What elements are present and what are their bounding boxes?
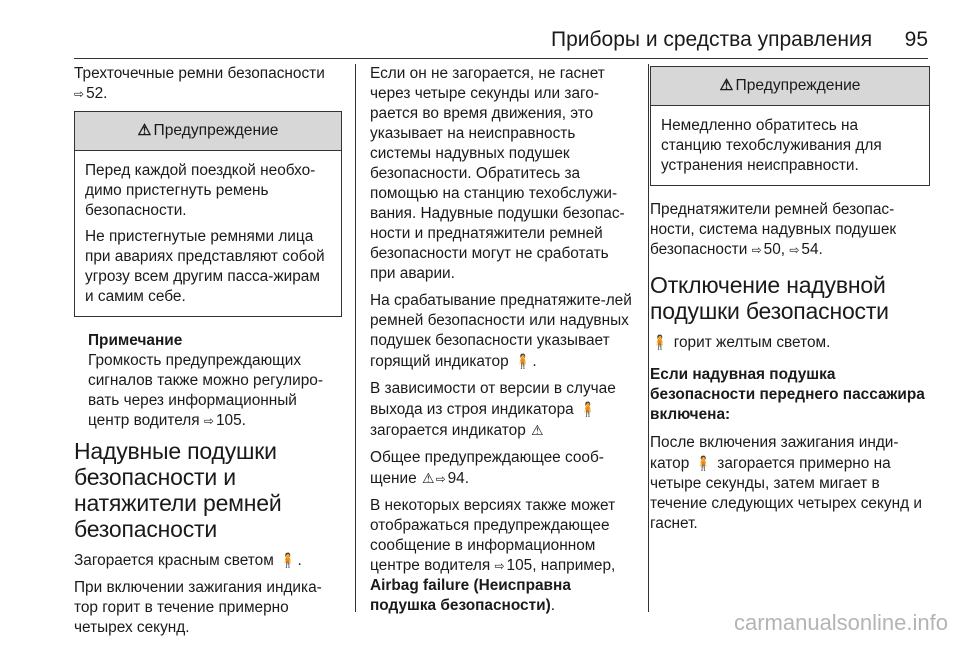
paragraph: Общее предупреждающее сооб-щение ⚠⇨ 94. (370, 448, 636, 489)
airbag-indicator-icon: 🧍 (579, 401, 597, 417)
paragraph: В зависимости от версии в случае выхода из строя индикатора 🧍 загорается индикатор ⚠ (370, 380, 616, 439)
watermark: carmanualsonline.info (733, 610, 948, 635)
note-block (74, 331, 342, 431)
warning-triangle-icon: ⚠ (719, 77, 734, 94)
section-heading: Отключение надувной подушки безопасности (650, 272, 889, 324)
paragraph: 🧍 горит желтым светом. (651, 334, 831, 351)
airbag-off-indicator-icon: 🧍 (651, 334, 669, 350)
paragraph: После включения зажигания инди-катор 🧍 загорается примерно на четыре секунды, затем мигает в течение следующих четырех секунд и гаснет. (650, 434, 922, 532)
page-ref-arrow-icon[interactable]: ⇨ 52. (74, 85, 107, 102)
column-1 (74, 64, 342, 645)
note-title: Примечание (88, 332, 183, 349)
paragraph: На срабатывание преднатяжите-лей ремней безопасности или надувных подушек безопасности указывает горящий индикатор 🧍. (370, 292, 632, 370)
paragraph: Загорается красным светом 🧍. (74, 552, 302, 569)
warning-text: Не пристегнутые ремнями лица при авариях представляют собой угрозу всем другим пасса-жирам и самим себе. (85, 228, 325, 305)
page-number: 95 (904, 28, 928, 51)
warning-triangle-icon: ⚠ (422, 470, 435, 486)
paragraph: При включении зажигания индика-тор горит в течение примерно четырех секунд. (74, 579, 322, 636)
column-2 (370, 64, 636, 623)
warning-triangle-icon: ⚠ (137, 122, 152, 139)
note-text: Громкость предупреждающих сигналов также можно регулиро-вать через информационный центр водителя ⇨ 105. (88, 351, 342, 431)
column-divider (648, 64, 649, 612)
intro-paragraph: Трехточечные ремни безопасности ⇨ 52. (74, 64, 342, 104)
warning-header: ⚠ Предупреждение (75, 112, 341, 151)
page-title: Приборы и средства управления (551, 28, 873, 51)
page-ref-arrow-icon[interactable]: ⇨ 105. (204, 412, 246, 429)
warning-text: Немедленно обратитесь на станцию техобслуживания для устранения неисправности. (661, 117, 882, 174)
warning-box (650, 66, 930, 186)
page-ref-arrow-icon[interactable]: ⇨ 94. (436, 470, 469, 487)
subsection-heading: Если надувная подушка безопасности переднего пассажира включена: (650, 366, 925, 423)
paragraph: В некоторых версиях также может отображаться предупреждающее сообщение в информационном центре водителя ⇨ 105, например, Airbag failure (Неисправна подушка безопасности). (370, 496, 636, 616)
airbag-indicator-icon: 🧍 (513, 353, 532, 369)
paragraph: Если он не загорается, не гаснет через четыре секунды или заго-рается во время движения, это указывает на неисправность системы надувных подушек безопасности. Обратитесь за помощью на станцию техобслужи-вания. Надувные подушки безопас-ности и преднатяжители ремней безопасности могут не сработать при аварии. (370, 65, 625, 282)
warning-triangle-icon: ⚠ (531, 422, 544, 438)
page-ref-arrow-icon[interactable]: ⇨ 105, например, (494, 557, 615, 574)
warning-header: ⚠ Предупреждение (651, 67, 929, 106)
paragraph: Преднатяжители ремней безопас-ности, система надувных подушек безопасности ⇨ 50, ⇨ 54. (650, 200, 930, 260)
airbag-indicator-icon: 🧍 (279, 552, 297, 568)
column-divider (355, 64, 356, 612)
warning-text: Перед каждой поездкой необхо-димо пристегнуть ремень безопасности. (85, 162, 316, 219)
page-header (74, 26, 928, 59)
warning-box (74, 111, 342, 317)
column-3 (650, 64, 930, 541)
airbag-off-indicator-icon: 🧍 (694, 455, 713, 471)
page-ref-arrow-icon[interactable]: ⇨ 54. (789, 241, 822, 258)
section-heading: Надувные подушки безопасности и натяжители ремней безопасности (74, 438, 282, 542)
message-text: Airbag failure (Неисправна подушка безопасности) (370, 577, 571, 614)
page-ref-arrow-icon[interactable]: ⇨ 50, (752, 241, 785, 258)
